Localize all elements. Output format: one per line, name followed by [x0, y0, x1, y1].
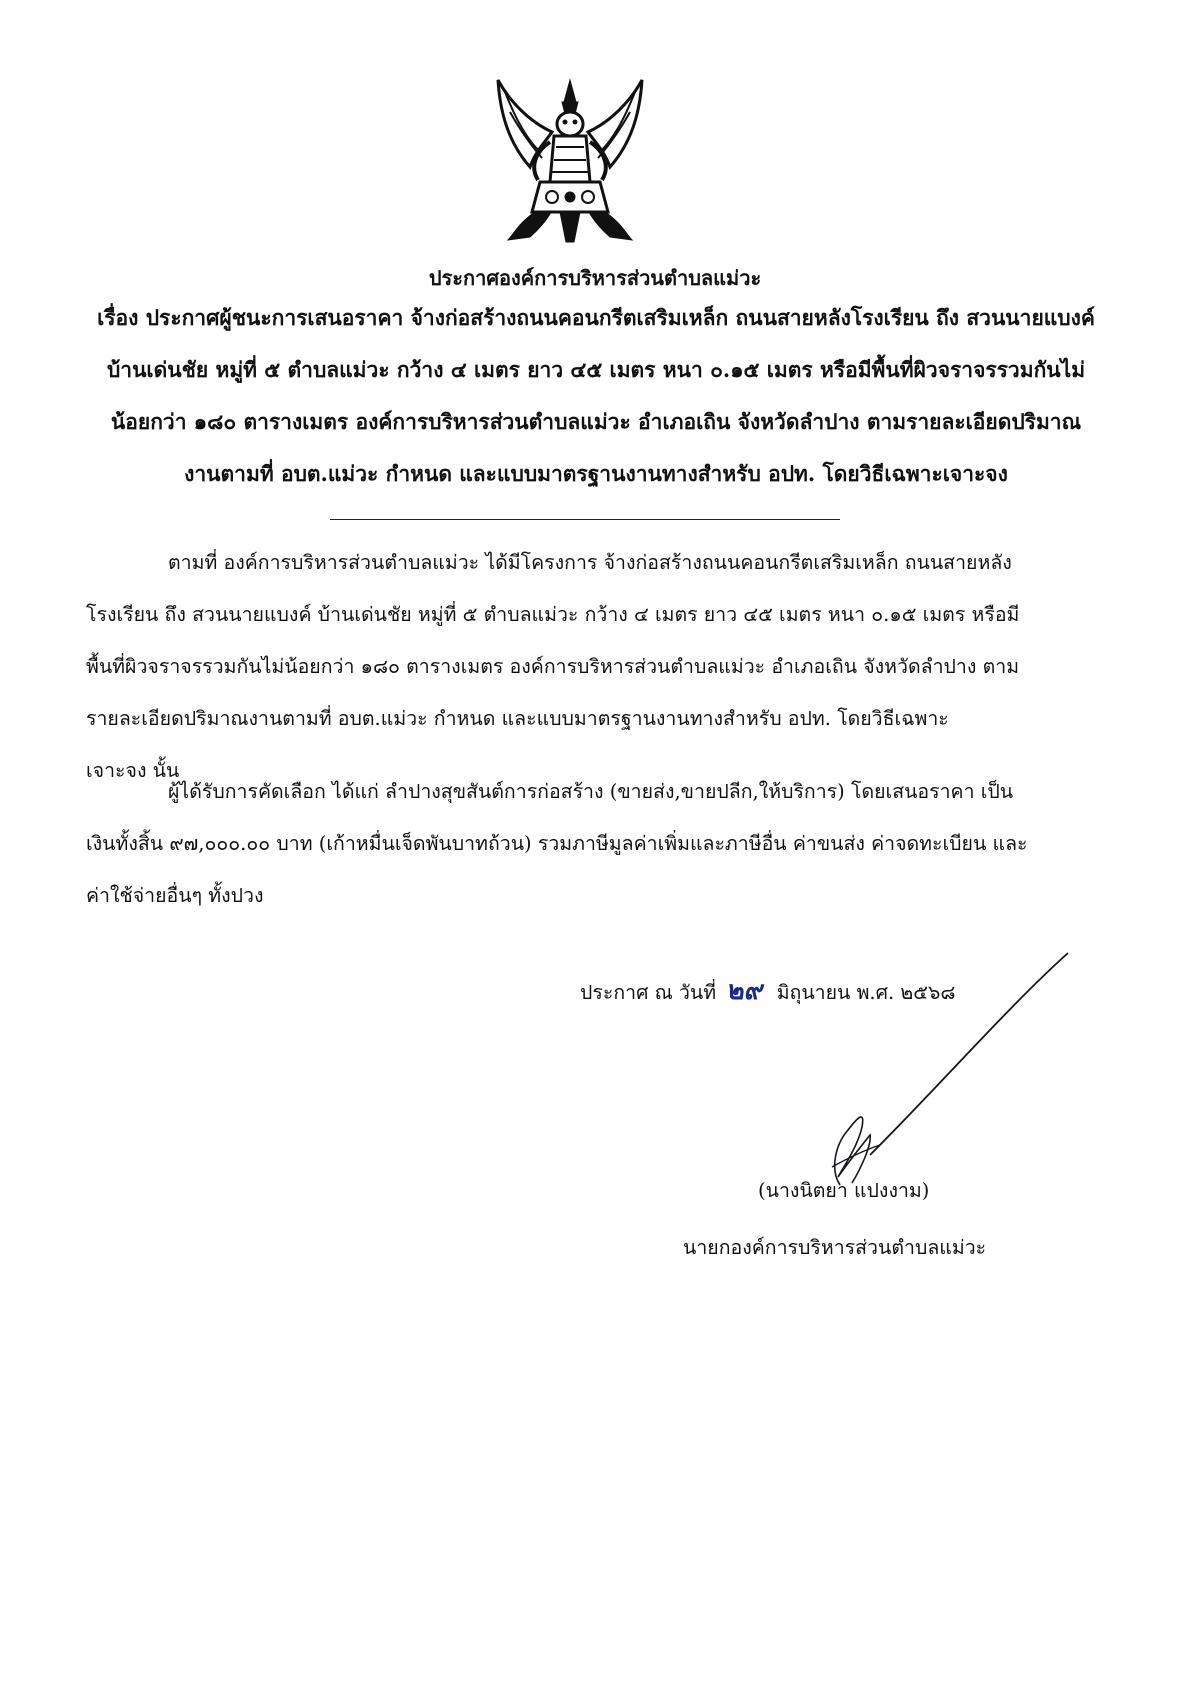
- date-day-handwritten: ๒๙: [726, 976, 767, 1006]
- paragraph-line: เงินทั้งสิ้น ๙๗,๐๐๐.๐๐ บาท (เก้าหมื่นเจ็ดพันบาทถ้วน) รวมภาษีมูลค่าเพิ่มและภาษีอื่น ค่าขนส่ง ค่าจดทะเบียน และ: [86, 832, 1028, 855]
- paragraph-line: ค่าใช้จ่ายอื่นๆ ทั้งปวง: [86, 884, 264, 907]
- announcement-heading: ประกาศองค์การบริหารส่วนตำบลแม่วะ: [428, 266, 762, 290]
- paragraph-project: [86, 537, 1126, 797]
- subject-text: ประกาศผู้ชนะการเสนอราคา จ้างก่อสร้างถนนคอนกรีตเสริมเหล็ก ถนนสายหลังโรงเรียน ถึง สวนนายแบงค์: [145, 305, 1095, 330]
- paragraph-winner: [86, 766, 1126, 922]
- paragraph-line: ตามที่ องค์การบริหารส่วนตำบลแม่วะ ได้มีโครงการ จ้างก่อสร้างถนนคอนกรีตเสริมเหล็ก ถนนสายหลัง: [168, 551, 1012, 574]
- subject-line-4: งานตามที่ อบต.แม่วะ กำหนด และแบบมาตรฐานงานทางสำหรับ อปท. โดยวิธีเฉพาะเจาะจง: [184, 461, 1008, 486]
- subject-line-3: น้อยกว่า ๑๘๐ ตารางเมตร องค์การบริหารส่วนตำบลแม่วะ อำเภอเถิน จังหวัดลำปาง ตามรายละเอียดปริมาณ: [110, 409, 1082, 434]
- paragraph-line: โรงเรียน ถึง สวนนายแบงค์ บ้านเด่นชัย หมู่ที่ ๕ ตำบลแม่วะ กว้าง ๔ เมตร ยาว ๔๕ เมตร หนา ๐.๑๕ เมตร หรือมี: [86, 603, 1020, 626]
- garuda-emblem-icon: [490, 72, 650, 247]
- paragraph-line: รายละเอียดปริมาณงานตามที่ อบต.แม่วะ กำหนด และแบบมาตรฐานงานทางสำหรับ อปท. โดยวิธีเฉพาะ: [86, 707, 949, 730]
- date-prefix: ประกาศ ณ วันที่: [580, 981, 717, 1004]
- paragraph-line: เจาะจง นั้น: [86, 759, 180, 782]
- subject-line-2: บ้านเด่นชัย หมู่ที่ ๕ ตำบลแม่วะ กว้าง ๔ เมตร ยาว ๔๕ เมตร หนา ๐.๑๕ เมตร หรือมีพื้นที่ผิวจราจรรวมกันไม่: [106, 357, 1086, 382]
- paragraph-line: พื้นที่ผิวจราจรรวมกันไม่น้อยกว่า ๑๘๐ ตารางเมตร องค์การบริหารส่วนตำบลแม่วะ อำเภอเถิน จังหวัดลำปาง ตาม: [86, 655, 1020, 678]
- divider-line: [330, 519, 840, 520]
- subject-label: เรื่อง: [97, 305, 139, 330]
- signer-title: นายกองค์การบริหารส่วนตำบลแม่วะ: [683, 1236, 987, 1259]
- date-suffix: มิถุนายน พ.ศ. ๒๕๖๘: [776, 981, 956, 1004]
- subject-line-1: [26, 292, 1166, 344]
- subject-block: [26, 292, 1166, 500]
- signature-icon: [810, 945, 1080, 1195]
- paragraph-line: ผู้ได้รับการคัดเลือก ได้แก่ ลำปางสุขสันต์การก่อสร้าง (ขายส่ง,ขายปลีก,ให้บริการ) โดยเสนอราคา เป็น: [168, 780, 1014, 803]
- signer-name: (นางนิตยา แปงงาม): [758, 1179, 930, 1202]
